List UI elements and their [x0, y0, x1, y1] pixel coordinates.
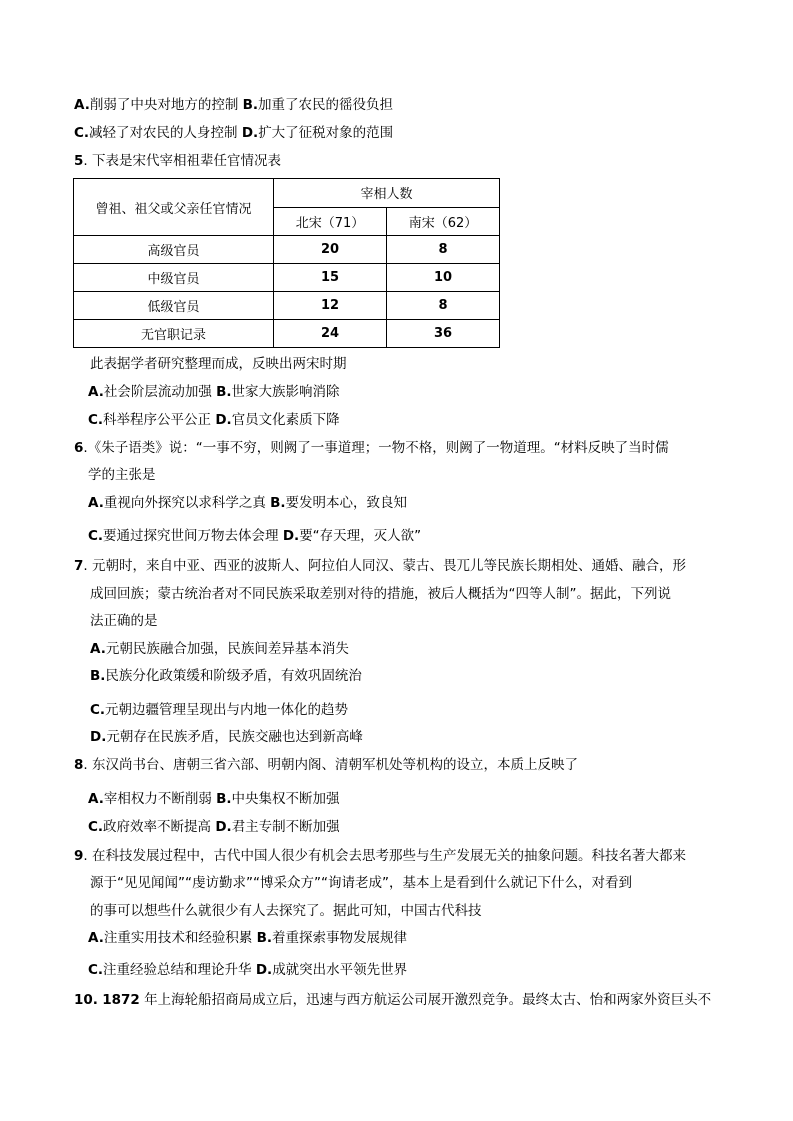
option-d-text: 要“存天理，灭人欲” — [299, 528, 422, 544]
q8-options-cd — [88, 818, 340, 836]
q10-stem-line1 — [74, 991, 711, 1009]
q9-options-cd — [88, 961, 407, 979]
question-year: 1872 — [102, 992, 140, 1008]
q8-options-ab — [88, 790, 340, 808]
table-cell-label: 中级官员 — [74, 264, 274, 292]
option-b-letter: B. — [90, 668, 106, 684]
q6-options-cd — [88, 527, 421, 545]
option-a-text: 社会阶层流动加强 — [103, 384, 212, 400]
table-col-north: 北宋（71） — [274, 207, 387, 236]
question-text: . 在科技发展过程中，古代中国人很少有机会去思考那些与生产发展无关的抽象问题。科技名著大都来 — [83, 848, 686, 864]
table-cell-north: 15 — [274, 264, 387, 292]
q5-note: 此表据学者研究整理而成，反映出两宋时期 — [90, 356, 347, 372]
option-c-text: 要通过探究世间万物去体会理 — [103, 528, 279, 544]
option-a-letter: A. — [88, 930, 104, 946]
q7-stem-line3: 法正确的是 — [90, 613, 158, 629]
option-b-text: 民族分化政策缓和阶级矛盾，有效巩固统治 — [105, 668, 362, 684]
option-c-text: 注重经验总结和理论升华 — [103, 962, 252, 978]
option-c-text: 政府效率不断提高 — [103, 819, 212, 835]
q7-stem-line2: 成回回族；蒙古统治者对不同民族采取差别对待的措施，被后人概括为“四等人制”。据此，下列说 — [90, 586, 671, 602]
option-c-letter: C. — [88, 528, 104, 544]
question-text: 年上海轮船招商局成立后，迅速与西方航运公司展开激烈竞争。最终太古、怡和两家外资巨头不 — [144, 992, 712, 1008]
option-d-letter: D. — [215, 412, 232, 428]
option-d-text: 成就突出水平领先世界 — [272, 962, 408, 978]
question-text: .《朱子语类》说：“一事不穷，则阙了一事道理；一物不格，则阙了一物道理。“材料反映了当时儒 — [83, 440, 669, 456]
option-a-text: 重视向外探究以求科学之真 — [103, 495, 266, 511]
option-d-text: 元朝存在民族矛盾，民族交融也达到新高峰 — [106, 729, 363, 745]
question-number: 9 — [74, 848, 84, 864]
q8-stem — [74, 756, 578, 774]
option-d-letter: D. — [255, 962, 273, 978]
option-b-letter: B. — [216, 791, 232, 807]
option-c-letter: C. — [90, 702, 106, 718]
q7-option-b — [90, 667, 362, 685]
option-d-text: 官员文化素质下降 — [231, 412, 340, 428]
option-b-text: 加重了农民的徭役负担 — [258, 97, 394, 113]
option-a-letter: A. — [74, 97, 90, 113]
option-b-text: 着重探索事物发展规律 — [272, 930, 408, 946]
option-d-letter: D. — [282, 528, 300, 544]
option-a-text: 削弱了中央对地方的控制 — [89, 97, 239, 113]
option-c-letter: C. — [88, 412, 104, 428]
option-c-text: 科举程序公平公正 — [103, 412, 212, 428]
option-a-letter: A. — [88, 384, 104, 400]
table-cell-label: 高级官员 — [74, 236, 274, 264]
option-a-text: 元朝民族融合加强，民族间差异基本消失 — [105, 641, 349, 657]
question-number: 5 — [74, 153, 84, 169]
question-number: 8 — [74, 757, 84, 773]
table-cell-north: 20 — [274, 236, 387, 264]
option-b-text: 中央集权不断加强 — [231, 791, 340, 807]
table-cell-south: 10 — [387, 264, 500, 292]
q5-table — [73, 178, 500, 348]
q7-stem-line1 — [74, 557, 686, 575]
q5-options-cd — [88, 411, 340, 429]
question-number: 6 — [74, 440, 84, 456]
option-a-letter: A. — [88, 495, 104, 511]
table-row — [74, 292, 500, 320]
question-number: 7 — [74, 558, 84, 574]
option-c-text: 减轻了对农民的人身控制 — [89, 125, 238, 141]
table-cell-south: 8 — [387, 292, 500, 320]
q7-option-a — [90, 640, 349, 658]
option-b-letter: B. — [256, 930, 273, 946]
question-text: . 下表是宋代宰相祖辈任官情况表 — [83, 153, 281, 169]
option-d-letter: D. — [215, 819, 232, 835]
option-a-letter: A. — [90, 641, 106, 657]
question-text: . 东汉尚书台、唐朝三省六部、明朝内阁、清朝军机处等机构的设立，本质上反映了 — [83, 757, 578, 773]
table-row — [74, 320, 500, 348]
table-cell-label: 无官职记录 — [74, 320, 274, 348]
option-b-letter: B. — [270, 495, 286, 511]
option-c-letter: C. — [88, 819, 104, 835]
table-cell-south: 36 — [387, 320, 500, 348]
option-c-letter: C. — [74, 125, 90, 141]
table-row — [74, 236, 500, 264]
table-row — [74, 264, 500, 292]
option-d-letter: D. — [241, 125, 259, 141]
option-d-text: 君主专制不断加强 — [231, 819, 340, 835]
option-d-letter: D. — [90, 729, 107, 745]
q5-options-ab — [88, 383, 340, 401]
option-d-text: 扩大了征税对象的范围 — [258, 125, 394, 141]
option-b-text: 要发明本心，致良知 — [285, 495, 408, 511]
option-b-letter: B. — [216, 384, 232, 400]
option-c-text: 元朝边疆管理呈现出与内地一体化的趋势 — [105, 702, 349, 718]
q7-option-d — [90, 728, 363, 746]
q4-options-cd — [74, 124, 393, 142]
option-a-text: 注重实用技术和经验积累 — [103, 930, 253, 946]
table-col-south: 南宋（62） — [387, 207, 500, 236]
q5-stem — [74, 152, 281, 170]
option-a-text: 宰相权力不断削弱 — [103, 791, 212, 807]
q6-stem-line2: 学的主张是 — [88, 467, 156, 483]
q7-option-c — [90, 701, 348, 719]
table-row-header: 曾祖、祖父或父亲任官情况 — [74, 179, 274, 236]
table-cell-south: 8 — [387, 236, 500, 264]
table-cell-north: 24 — [274, 320, 387, 348]
question-number: 10. — [74, 992, 98, 1008]
option-a-letter: A. — [88, 791, 104, 807]
q9-stem-line3: 的事可以想些什么就很少有人去探究了。据此可知，中国古代科技 — [90, 903, 482, 919]
q6-stem-line1 — [74, 439, 669, 457]
q4-options-ab — [74, 96, 393, 114]
option-c-letter: C. — [88, 962, 104, 978]
q9-stem-line1 — [74, 847, 686, 865]
question-text: . 元朝时，来自中亚、西亚的波斯人、阿拉伯人同汉、蒙古、畏兀儿等民族长期相处、通婚、融合，形 — [83, 558, 686, 574]
q6-options-ab — [88, 494, 407, 512]
table-cell-label: 低级官员 — [74, 292, 274, 320]
q9-stem-line2: 源于“见见闻闻”“虔访勤求”“博采众方”“询请老成”，基本上是看到什么就记下什么，对看到 — [90, 875, 632, 891]
q9-options-ab — [88, 929, 407, 947]
option-b-letter: B. — [242, 97, 259, 113]
table-cell-north: 12 — [274, 292, 387, 320]
option-b-text: 世家大族影响消除 — [231, 384, 340, 400]
table-group-header: 宰相人数 — [274, 179, 500, 208]
